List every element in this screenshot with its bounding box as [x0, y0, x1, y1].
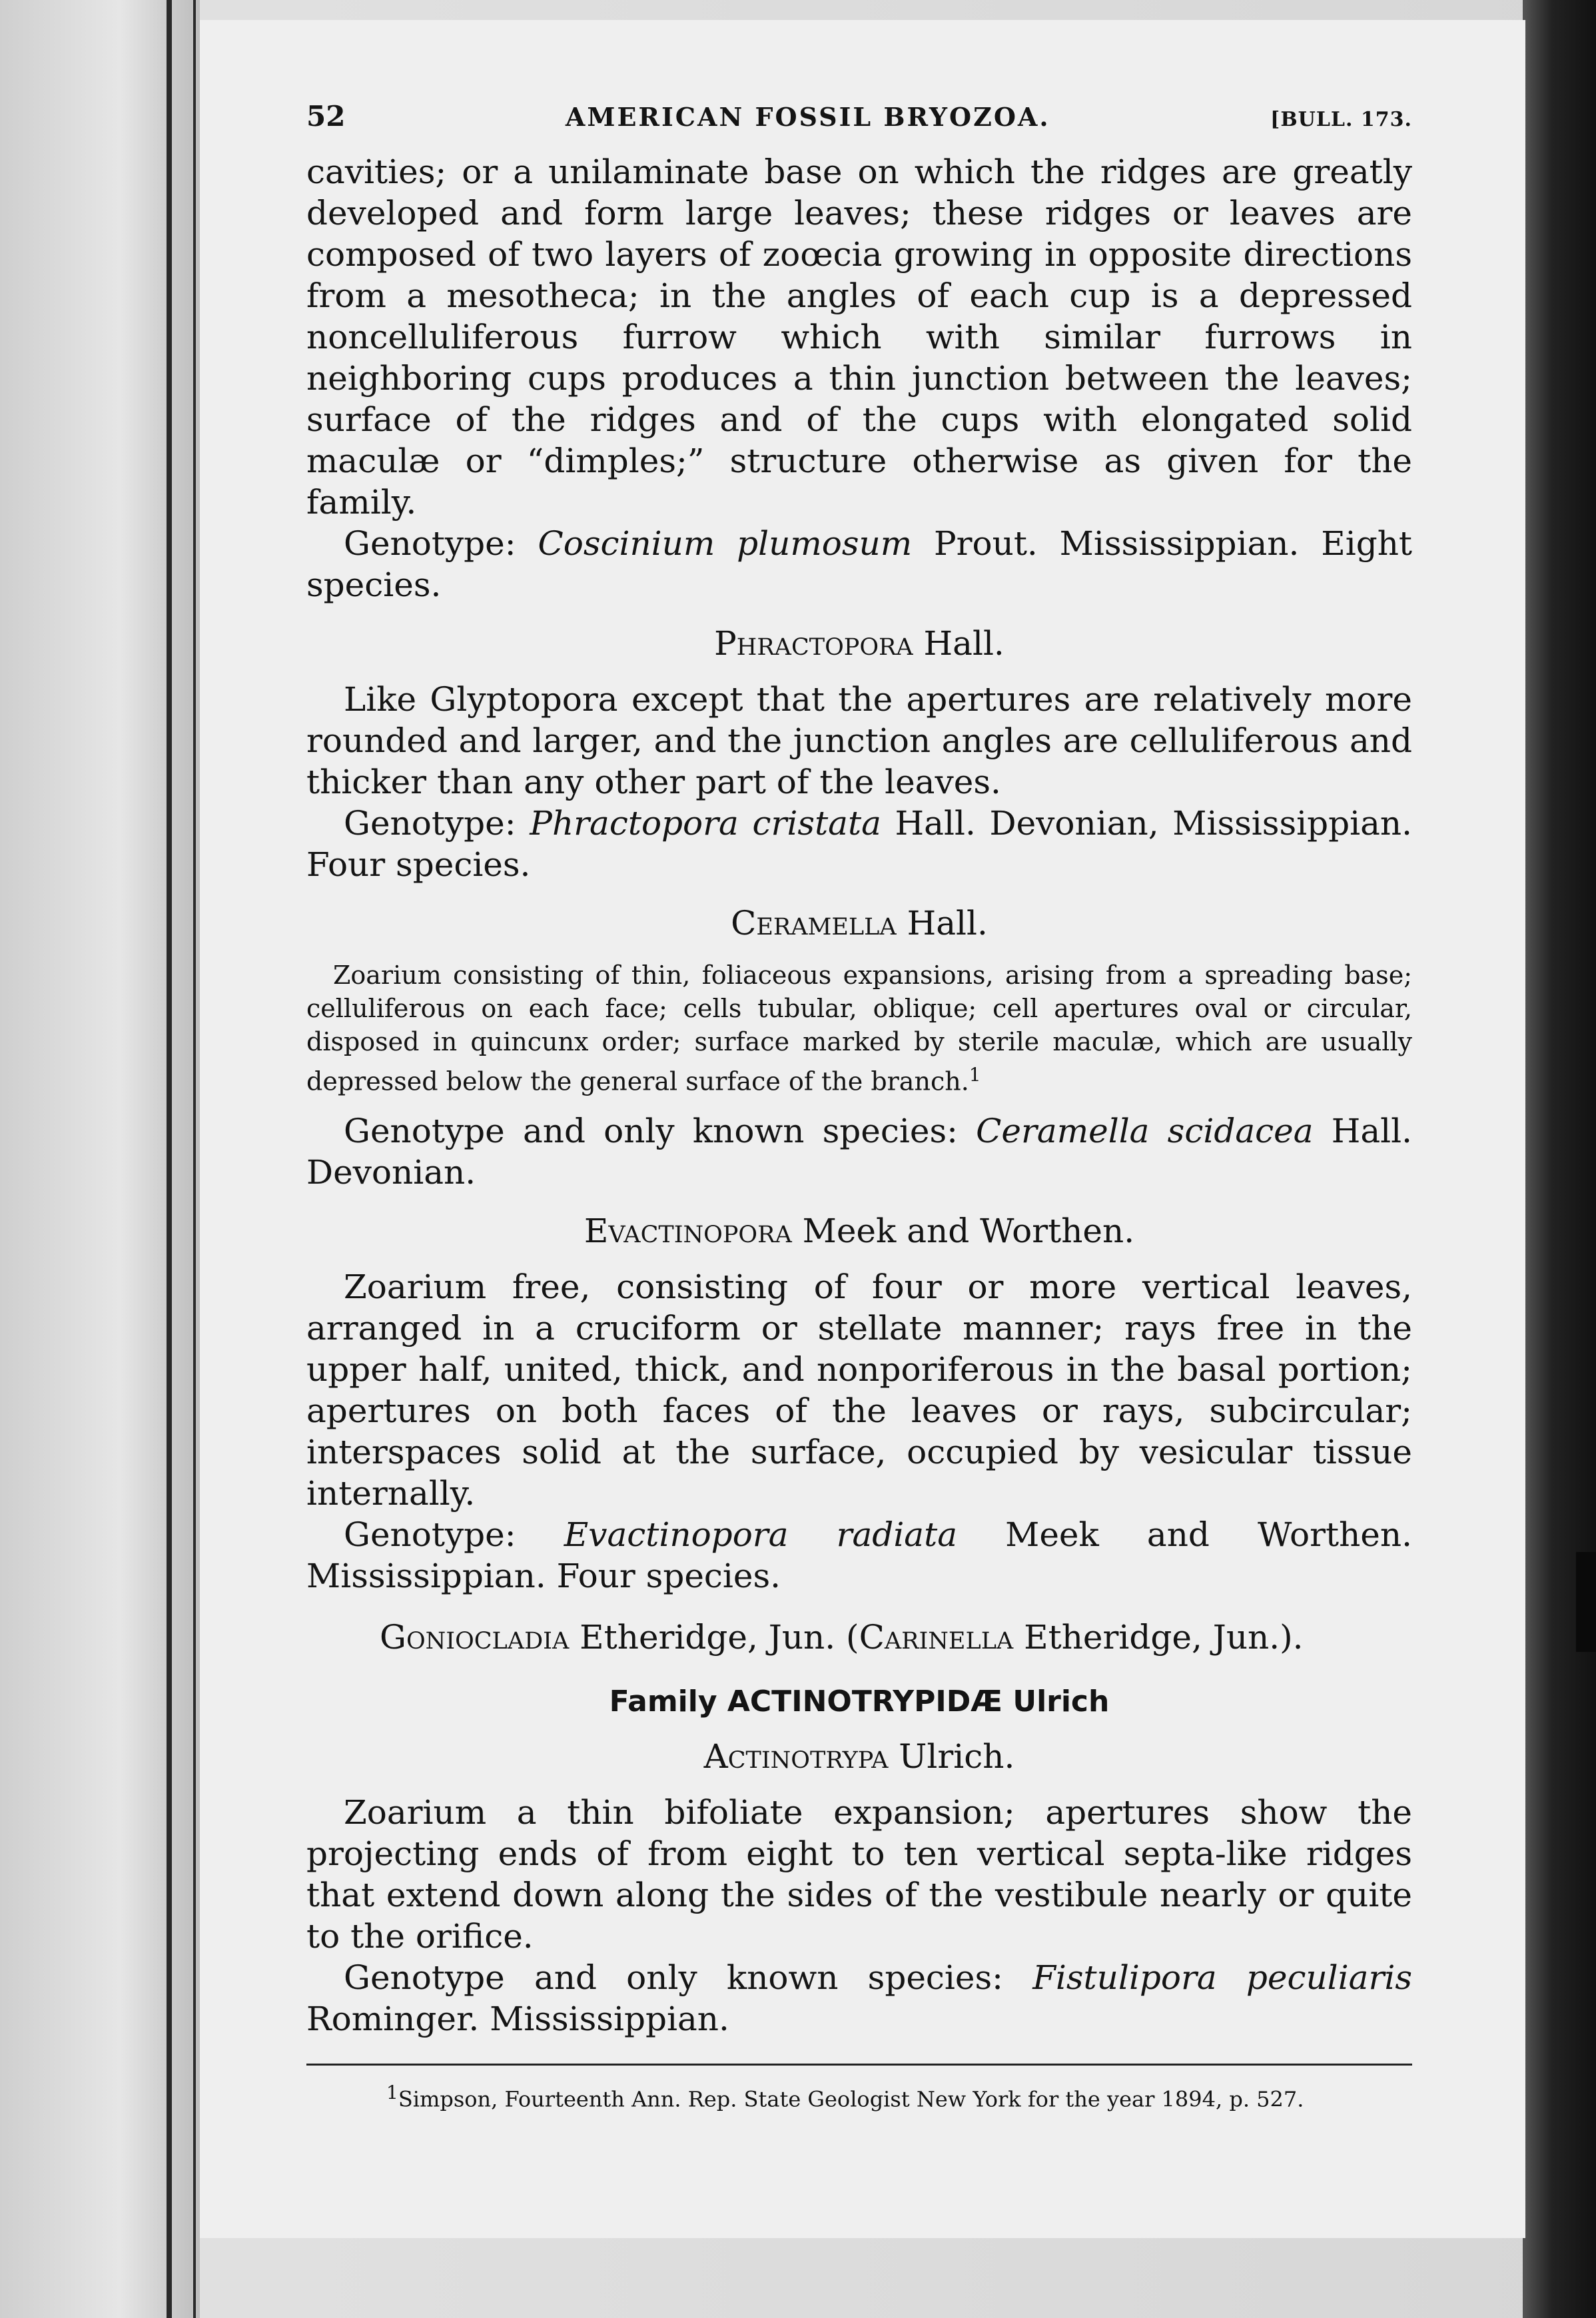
genus-heading-phractopora: Phractopora Hall. — [714, 624, 1004, 663]
phractopora-genotype: Genotype: Phractopora cristata Hall. Devonian, Mississippian. Four species. — [306, 804, 1412, 884]
footnote-mark: 1 — [969, 1064, 981, 1086]
right-book-cover — [1523, 0, 1596, 2318]
bulletin-number: [BULL. 173. — [1270, 108, 1412, 131]
species-name: Coscinium plumosum — [538, 524, 913, 563]
genus-heading-ceramella: Ceramella Hall. — [731, 904, 988, 943]
intro-paragraph: cavities; or a unilaminate base on which the ridges are greatly developed and form large leaves; these ridges or leaves are composed of two layers of zoœcia growing in opposite directions from a mesotheca; in the angles of each cup is a depressed noncelluliferous furrow which with similar furrows in neighboring cups produces a thin junction between the leaves; surface of the ridges and of the cups with elongated solid maculæ or “dimples;” structure otherwise as given for the family. — [306, 153, 1412, 522]
running-header — [306, 100, 1412, 133]
page-number: 52 — [306, 100, 346, 133]
evactinopora-genotype: Genotype: Evactinopora radiata Meek and Worthen. Mississippian. Four species. — [306, 1515, 1412, 1595]
intro-genotype: Genotype: Coscinium plumosum Prout. Mississippian. Eight species. — [306, 524, 1412, 604]
species-name: Evactinopora radiata — [564, 1515, 958, 1554]
running-title: AMERICAN FOSSIL BRYOZOA. — [565, 102, 1050, 132]
species-name: Ceramella scidacea — [976, 1111, 1314, 1150]
binding-line-inner — [193, 0, 196, 2318]
actinotrypa-genotype: Genotype and only known species: Fistulipora peculiaris Rominger. Mississippian. — [306, 1958, 1412, 2038]
right-edge-shadow — [1576, 1552, 1596, 1652]
book-page — [200, 20, 1525, 2238]
ceramella-genotype: Genotype and only known species: Ceramella scidacea Hall. Devonian. — [306, 1111, 1413, 1192]
phractopora-description: Like Glyptopora except that the apertures are relatively more rounded and larger, and the junction angles are celluliferous and thicker than any other part of the leaves. — [306, 680, 1412, 801]
binding-line — [167, 0, 172, 2318]
actinotrypa-description: Zoarium a thin bifoliate expansion; apertures show the projecting ends of from eight to ten vertical septa-like ridges that extend down along the sides of the vestibule nearly or quite to the orifice. — [306, 1792, 1412, 1956]
footnote: $^1$Simpson, Fourteenth Ann. Rep. State Geologist New York for the year 1894, p. 527. — [386, 2081, 1304, 2112]
page-content — [306, 100, 1412, 2120]
genus-heading-actinotrypa: Actinotrypa Ulrich. — [703, 1737, 1015, 1776]
evactinopora-description: Zoarium free, consisting of four or more vertical leaves, arranged in a cruciform or stellate manner; rays free in the upper half, united, thick, and nonporiferous in the basal portion; apertures on both faces of the leaves or rays, subcircular; interspaces solid at the surface, occupied by vesicular tissue internally. — [306, 1267, 1412, 1513]
genus-line-goniocladia: Goniocladia Etheridge, Jun. (Carinella Etheridge, Jun.). — [380, 1617, 1304, 1657]
footnote-rule — [306, 2064, 1412, 2066]
species-name: Phractopora cristata — [530, 804, 881, 843]
genus-heading-evactinopora: Evactinopora Meek and Worthen. — [584, 1211, 1135, 1250]
family-heading: Family ACTINOTRYPIDÆ Ulrich — [609, 1684, 1110, 1719]
species-name: Fistulipora peculiaris — [1032, 1958, 1412, 1997]
ceramella-quote: Zoarium consisting of thin, foliaceous expansions, arising from a spreading base; celluliferous on each face; cells tubular, oblique; cell apertures oval or circular, disposed in quincunx order; surface marked by sterile maculæ, which are usually depressed below the general surface of the branch.$^1$ — [306, 961, 1412, 1096]
